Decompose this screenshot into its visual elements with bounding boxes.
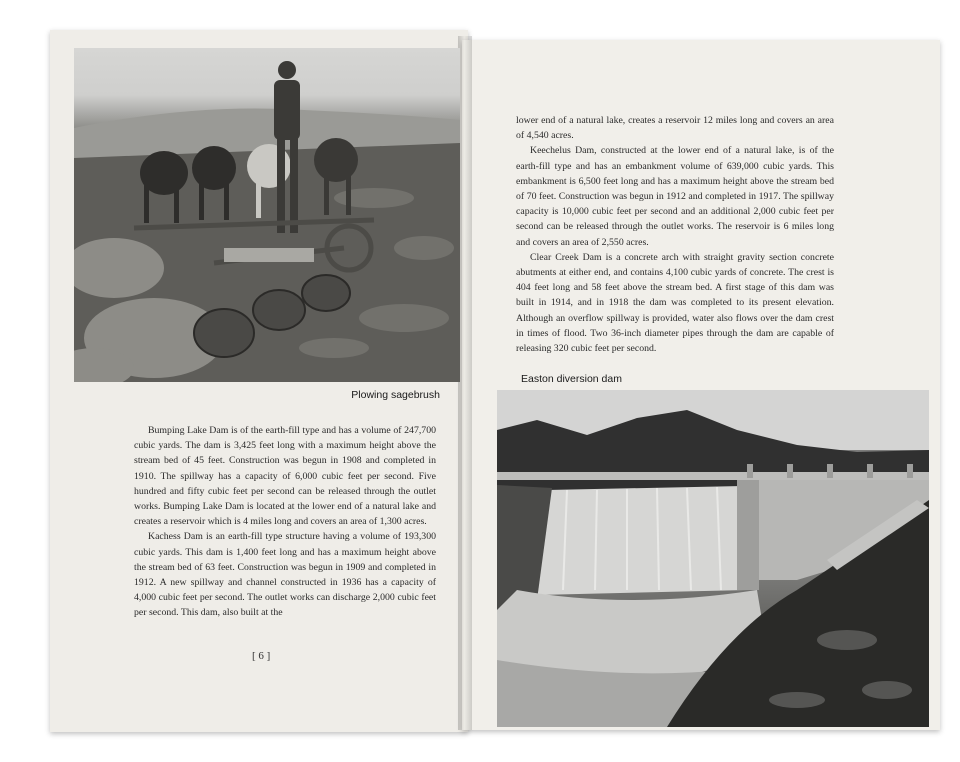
book-gutter: [458, 36, 472, 730]
keechelus-dam-paragraph: Keechelus Dam, constructed at the lower end of a natural lake, is of the earth-fill type and has an embankment volume of 639,000 cubic yards. This embankment is 6,500 feet long and has a maximum height above the stream bed of 70 feet. Construction was begun in 1912 and completed in 1917. The spillway capacity is 10,000 cubic feet per second and an additional 2,000 cubic feet per second can be released through the outlet works. The reservoir is 6 miles long and covers an area of 2,550 acres.: [516, 145, 834, 248]
kachess-dam-paragraph: Kachess Dam is an earth-fill type structure having a volume of 193,300 cubic yards. This dam is 1,400 feet long and has a maximum height above the stream bed of 63 feet. Construction was begun in 1909 and completed in 1912. A new spillway and channel constructed in 1936 has a capacity of 4,000 cubic feet per second. The outlet works can discharge 2,000 cubic feet per second. This dam, also built at the: [134, 531, 436, 619]
dam-photo-caption: Easton diversion dam: [521, 373, 622, 385]
page-number: [ 6 ]: [252, 650, 271, 662]
clear-creek-dam-paragraph: Clear Creek Dam is a concrete arch with straight gravity section concrete abutments at either end, and contains 4,100 cubic yards of concrete. The crest is 404 feet long and 58 feet above the stream bed. A first stage of this dam was built in 1914, and in 1918 the dam was completed to its present elevation. Although an overflow spillway is provided, water also flows over the dam crest in times of flood. Two 36-inch diameter pipes through the dam are capable of releasing 320 cubic feet per second.: [516, 251, 834, 355]
continued-paragraph: lower end of a natural lake, creates a reservoir 12 miles long and covers an area of 4,540 acres.: [516, 115, 834, 142]
left-page-text: [134, 423, 436, 621]
bumping-lake-paragraph: Bumping Lake Dam is of the earth-fill type and has a volume of 247,700 cubic yards. The dam is 3,425 feet long with a maximum height above the stream bed of 45 feet. Construction was begun in 1908 and completed in 1910. The spillway has a capacity of 6,000 cubic feet per second. Five hundred and fifty cubic feet per second can be released through the outlet works. Bumping Lake Dam is located at the lower end of a natural lake and creates a reservoir which is 4 miles long and covers an area of 1,300 acres.: [134, 425, 436, 528]
right-page-text: [516, 113, 834, 356]
easton-diversion-dam-photo: [497, 390, 929, 727]
plowing-sagebrush-photo: [74, 48, 460, 382]
plowing-photo-caption: Plowing sagebrush: [351, 389, 440, 401]
